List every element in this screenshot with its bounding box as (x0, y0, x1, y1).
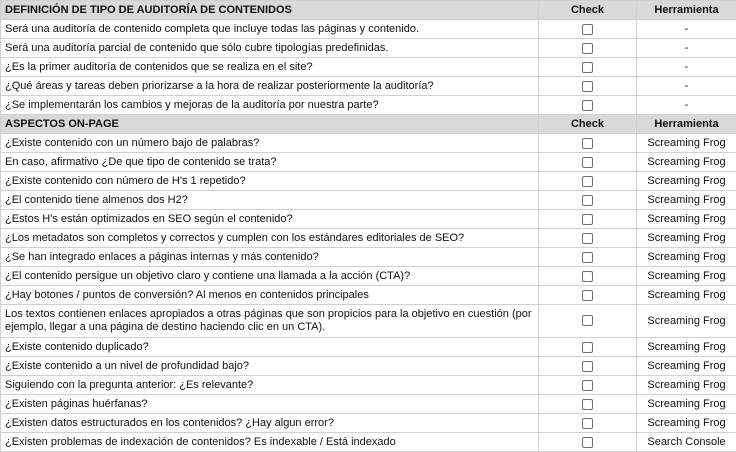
question-cell: ¿Existe contenido a un nivel de profundidad bajo? (1, 357, 539, 376)
checkbox[interactable] (582, 418, 593, 429)
check-cell (539, 286, 637, 305)
question-cell: ¿Se implementarán los cambios y mejoras de la auditoría por nuestra parte? (1, 96, 539, 115)
table-row (1, 191, 736, 210)
table-row (1, 153, 736, 172)
tool-cell: Screaming Frog (637, 153, 736, 172)
checkbox[interactable] (582, 271, 593, 282)
section-title: DEFINICIÓN DE TIPO DE AUDITORÍA DE CONTENIDOS (1, 1, 539, 20)
table-row (1, 376, 736, 395)
check-cell (539, 153, 637, 172)
table-row (1, 338, 736, 357)
table-row (1, 134, 736, 153)
check-cell (539, 58, 637, 77)
checkbox[interactable] (582, 315, 593, 326)
checkbox[interactable] (582, 233, 593, 244)
table-row (1, 229, 736, 248)
tool-cell: - (637, 39, 736, 58)
question-cell: ¿Hay botones / puntos de conversión? Al menos en contenidos principales (1, 286, 539, 305)
check-cell (539, 229, 637, 248)
question-cell: ¿Es la primer auditoría de contenidos que se realiza en el site? (1, 58, 539, 77)
table-row (1, 58, 736, 77)
tool-cell: Screaming Frog (637, 357, 736, 376)
table-row (1, 414, 736, 433)
check-cell (539, 248, 637, 267)
checkbox[interactable] (582, 342, 593, 353)
checkbox[interactable] (582, 252, 593, 263)
checkbox[interactable] (582, 157, 593, 168)
check-cell (539, 357, 637, 376)
tool-cell: Screaming Frog (637, 248, 736, 267)
check-cell (539, 191, 637, 210)
check-cell (539, 305, 637, 338)
check-cell (539, 210, 637, 229)
tool-cell: Screaming Frog (637, 414, 736, 433)
question-cell: ¿Existen páginas huérfanas? (1, 395, 539, 414)
question-cell: ¿Los metadatos son completos y correctos y cumplen con los estándares editoriales de SEO? (1, 229, 539, 248)
check-cell (539, 39, 637, 58)
tool-column-header: Herramienta (637, 115, 736, 134)
checkbox[interactable] (582, 437, 593, 448)
question-cell: En caso, afirmativo ¿De que tipo de contenido se trata? (1, 153, 539, 172)
table-row (1, 267, 736, 286)
check-column-header: Check (539, 1, 637, 20)
checkbox[interactable] (582, 361, 593, 372)
question-cell: ¿Se han integrado enlaces a páginas internas y más contenido? (1, 248, 539, 267)
tool-cell: Screaming Frog (637, 134, 736, 153)
table-row (1, 305, 736, 338)
question-cell: Será una auditoría de contenido completa que incluye todas las páginas y contenido. (1, 20, 539, 39)
question-cell: Los textos contienen enlaces apropiados a otras páginas que son propicios para la objetivo en cuestión (por ejemplo, llegar a una página de destino haciendo clic en un CTA). (1, 305, 539, 338)
check-cell (539, 433, 637, 452)
checkbox[interactable] (582, 62, 593, 73)
table-row (1, 286, 736, 305)
tool-cell: Screaming Frog (637, 267, 736, 286)
question-cell: ¿Existe contenido con un número bajo de palabras? (1, 134, 539, 153)
tool-cell: Search Console (637, 433, 736, 452)
table-row (1, 20, 736, 39)
checkbox[interactable] (582, 24, 593, 35)
question-cell: ¿El contenido tiene almenos dos H2? (1, 191, 539, 210)
checkbox[interactable] (582, 195, 593, 206)
table-row (1, 433, 736, 452)
section-title: ASPECTOS ON-PAGE (1, 115, 539, 134)
checkbox[interactable] (582, 380, 593, 391)
question-cell: Será una auditoría parcial de contenido que sólo cubre tipologías predefinidas. (1, 39, 539, 58)
question-cell: ¿Existe contenido duplicado? (1, 338, 539, 357)
check-cell (539, 395, 637, 414)
check-column-header: Check (539, 115, 637, 134)
checkbox[interactable] (582, 176, 593, 187)
checkbox[interactable] (582, 399, 593, 410)
check-cell (539, 414, 637, 433)
table-row (1, 210, 736, 229)
tool-cell: Screaming Frog (637, 305, 736, 338)
question-cell: ¿El contenido persigue un objetivo claro y contiene una llamada a la acción (CTA)? (1, 267, 539, 286)
checkbox[interactable] (582, 100, 593, 111)
check-cell (539, 96, 637, 115)
tool-cell: Screaming Frog (637, 210, 736, 229)
table-row (1, 39, 736, 58)
question-cell: ¿Estos H's están optimizados en SEO según el contenido? (1, 210, 539, 229)
tool-cell: Screaming Frog (637, 191, 736, 210)
check-cell (539, 267, 637, 286)
table-row (1, 172, 736, 191)
checkbox[interactable] (582, 138, 593, 149)
check-cell (539, 376, 637, 395)
question-cell: ¿Existen datos estructurados en los contenidos? ¿Hay algun error? (1, 414, 539, 433)
check-cell (539, 77, 637, 96)
tool-column-header: Herramienta (637, 1, 736, 20)
tool-cell: Screaming Frog (637, 338, 736, 357)
tool-cell: - (637, 58, 736, 77)
tool-cell: - (637, 96, 736, 115)
check-cell (539, 20, 637, 39)
table-row (1, 77, 736, 96)
table-row (1, 395, 736, 414)
checkbox[interactable] (582, 214, 593, 225)
checkbox[interactable] (582, 290, 593, 301)
tool-cell: - (637, 77, 736, 96)
question-cell: ¿Existe contenido con número de H's 1 repetido? (1, 172, 539, 191)
question-cell: ¿Existen problemas de indexación de contenidos? Es indexable / Está indexado (1, 433, 539, 452)
section-header-content-audit-type (1, 1, 736, 20)
tool-cell: - (637, 20, 736, 39)
tool-cell: Screaming Frog (637, 172, 736, 191)
table-row (1, 248, 736, 267)
check-cell (539, 338, 637, 357)
table-row (1, 96, 736, 115)
check-cell (539, 134, 637, 153)
check-cell (539, 172, 637, 191)
tool-cell: Screaming Frog (637, 229, 736, 248)
checkbox[interactable] (582, 43, 593, 54)
question-cell: Siguiendo con la pregunta anterior: ¿Es relevante? (1, 376, 539, 395)
section-header-on-page (1, 115, 736, 134)
table-row (1, 357, 736, 376)
tool-cell: Screaming Frog (637, 395, 736, 414)
tool-cell: Screaming Frog (637, 376, 736, 395)
question-cell: ¿Qué áreas y tareas deben priorizarse a la hora de realizar posteriormente la auditoría? (1, 77, 539, 96)
checkbox[interactable] (582, 81, 593, 92)
tool-cell: Screaming Frog (637, 286, 736, 305)
